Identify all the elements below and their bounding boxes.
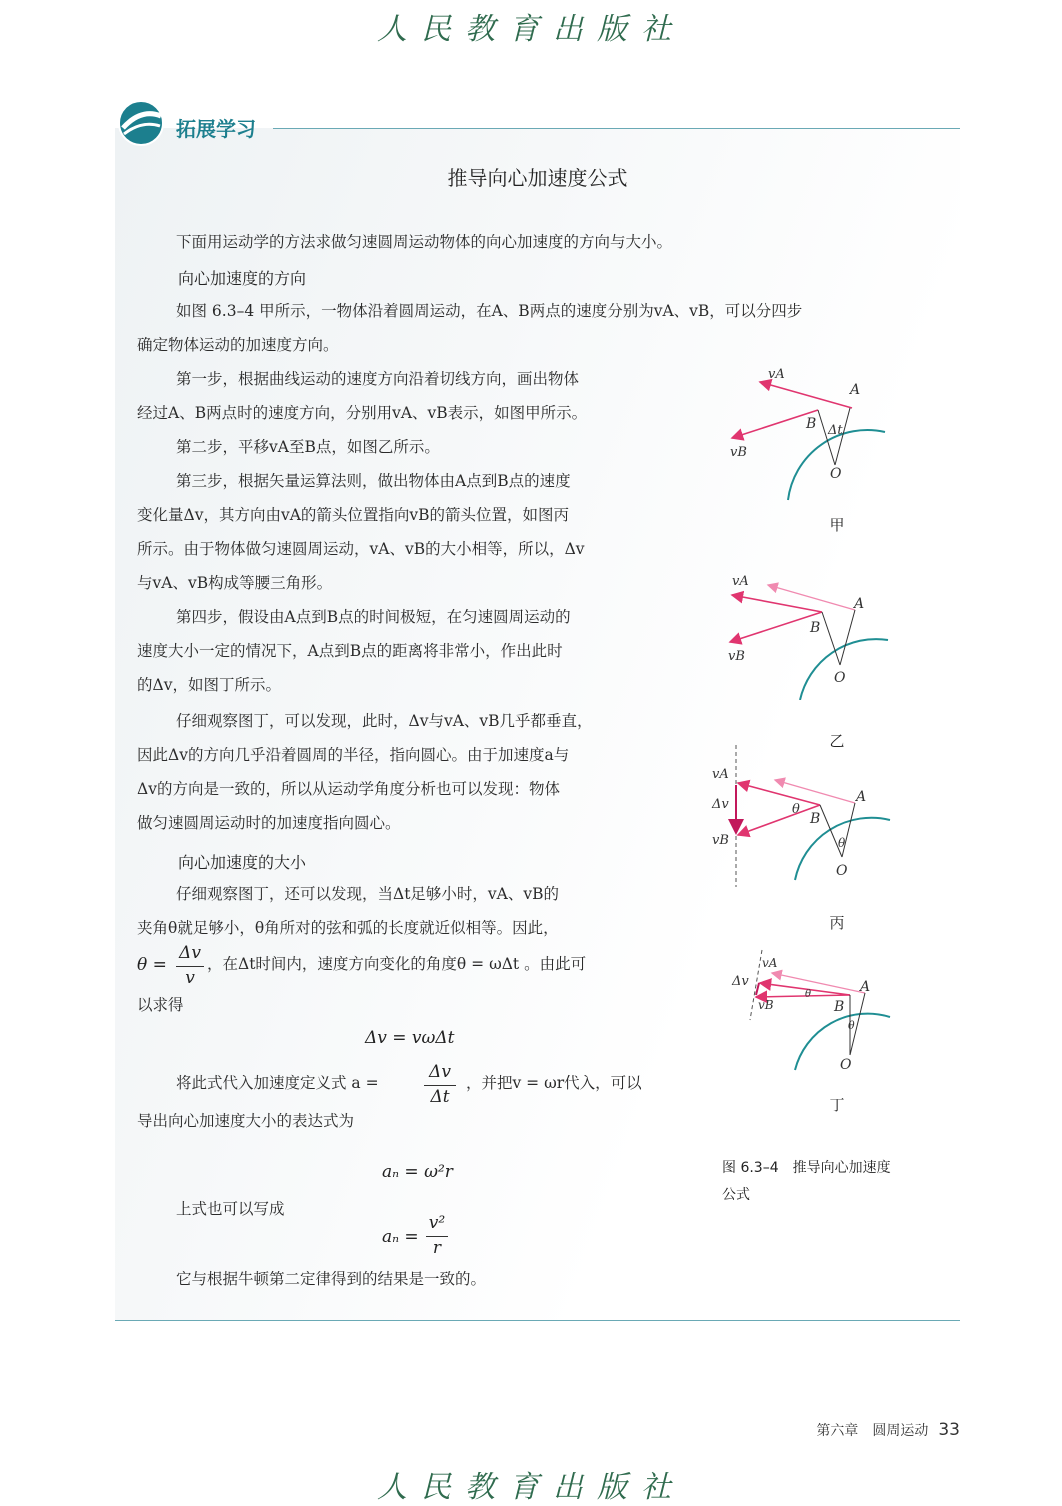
publisher-logo-top: 人民教育出版社 <box>377 12 685 47</box>
svg-text:Δv: Δv <box>712 797 729 812</box>
fraction-bar <box>424 1085 456 1086</box>
subheading-direction: 向心加速度的方向 <box>178 269 307 288</box>
paragraph-line: 夹角θ就足够小，θ角所对的弦和弧的长度就近似相等。因此， <box>137 919 559 937</box>
label: vA <box>768 367 785 382</box>
paragraph-line: 因此Δv的方向几乎沿着圆周的半径，指向圆心。由于加速度a与 <box>137 746 570 764</box>
label: Δt <box>828 423 843 438</box>
svg-text:O: O <box>834 670 846 686</box>
svg-text:Δv: Δv <box>732 974 749 989</box>
svg-text:A: A <box>860 979 871 995</box>
paragraph-line: 第一步，根据曲线运动的速度方向沿着切线方向，画出物体 <box>176 370 580 388</box>
figure-bing <box>700 745 900 890</box>
paragraph-line: 上式也可以写成 <box>176 1200 285 1218</box>
fraction-bar <box>426 1236 448 1237</box>
svg-text:O: O <box>840 1057 852 1073</box>
theta-eq-lhs: θ = <box>137 955 167 975</box>
paragraph-line: 所示。由于物体做匀速圆周运动，vA、vB的大小相等，所以，Δv <box>137 540 585 558</box>
paragraph-line: ，在Δt时间内，速度方向变化的角度θ = ωΔt 。由此可 <box>207 955 587 973</box>
equation-an-lhs: aₙ = <box>382 1227 419 1247</box>
paragraph-line: 导出向心加速度大小的表达式为 <box>137 1112 355 1130</box>
paragraph-line: 与vA、vB构成等腰三角形。 <box>137 574 333 592</box>
section-header-rule <box>273 128 960 129</box>
figure-yi <box>700 570 900 700</box>
publisher-logo-bottom: 人民教育出版社 <box>377 1470 685 1505</box>
fraction-numerator: Δv <box>179 943 201 963</box>
label: vB <box>730 445 747 460</box>
svg-text:θ: θ <box>805 989 812 1000</box>
svg-text:O: O <box>836 863 848 879</box>
svg-text:A: A <box>856 789 867 805</box>
paragraph-line: 第四步，假设由A点到B点的时间极短，在匀速圆周运动的 <box>176 608 571 626</box>
paragraph-line: 仔细观察图丁，还可以发现，当Δt足够小时，vA、vB的 <box>176 885 560 903</box>
equation-delta-v: Δv = vωΔt <box>365 1028 455 1048</box>
paragraph-line: 第三步，根据矢量运算法则，做出物体由A点到B点的速度 <box>176 472 571 490</box>
figure-ding <box>700 945 900 1075</box>
fraction-numerator: Δv <box>429 1062 451 1082</box>
paragraph-line: 如图 6.3–4 甲所示，一物体沿着圆周运动，在A、B两点的速度分别为vA、vB，可以分四步 <box>176 302 803 320</box>
paragraph-line: 做匀速圆周运动时的加速度指向圆心。 <box>137 814 401 832</box>
svg-text:θ: θ <box>848 1019 855 1032</box>
page-number: 33 <box>938 1420 960 1440</box>
page-footer <box>700 1420 960 1440</box>
section-label: 拓展学习 <box>176 117 256 141</box>
svg-text:vB: vB <box>758 998 774 1012</box>
figure-label-yi: 乙 <box>829 732 845 750</box>
svg-text:vA: vA <box>712 767 729 782</box>
figure-caption <box>722 1155 922 1209</box>
svg-text:vA: vA <box>762 956 778 970</box>
panel-bottom-rule <box>115 1320 960 1321</box>
fraction-numerator: v² <box>428 1213 446 1233</box>
fraction-denominator: r <box>432 1238 442 1258</box>
label: O <box>830 466 842 482</box>
paragraph-line: 它与根据牛顿第二定律得到的结果是一致的。 <box>176 1270 487 1288</box>
figure-jia <box>700 360 900 510</box>
svg-text:vA: vA <box>732 574 749 589</box>
paragraph-line: 确定物体运动的加速度方向。 <box>137 336 339 354</box>
fraction-denominator: v <box>185 968 195 988</box>
equation-an-omega: aₙ = ω²r <box>382 1162 453 1182</box>
paragraph-line: 仔细观察图丁，可以发现，此时，Δv与vA、vB几乎都垂直， <box>176 712 593 730</box>
figure-label-jia: 甲 <box>829 516 845 534</box>
figure-label-bing: 丙 <box>829 914 845 932</box>
caption-line: 公式 <box>722 1187 750 1203</box>
page-title: 推导向心加速度公式 <box>447 166 628 190</box>
svg-text:θ: θ <box>838 836 846 850</box>
svg-text:vB: vB <box>728 649 745 664</box>
svg-text:A: A <box>854 596 865 612</box>
label: A <box>850 382 861 398</box>
intro-text: 下面用运动学的方法求做匀速圆周运动物体的向心加速度的方向与大小。 <box>176 233 673 251</box>
svg-text:vB: vB <box>712 833 729 848</box>
svg-text:B: B <box>834 999 845 1015</box>
paragraph-line: 的Δv，如图丁所示。 <box>137 676 281 694</box>
paragraph-line: Δv的方向是一致的，所以从运动学角度分析也可以发现：物体 <box>137 780 560 798</box>
svg-text:θ: θ <box>792 802 800 817</box>
paragraph-line: ，并把v = ωr代入，可以 <box>466 1074 642 1092</box>
paragraph-line: 第二步，平移vA至B点，如图乙所示。 <box>176 438 440 456</box>
paragraph-line: 将此式代入加速度定义式 a = <box>176 1074 379 1092</box>
caption-line: 图 6.3–4 推导向心加速度 <box>722 1160 891 1176</box>
paragraph-line: 以求得 <box>137 996 184 1014</box>
chapter-title: 第六章 圆周运动 <box>816 1423 929 1439</box>
fraction-bar <box>176 966 204 967</box>
paragraph-line: 经过A、B两点时的速度方向，分别用vA、vB表示，如图甲所示。 <box>137 404 588 422</box>
paragraph-line: 速度大小一定的情况下，A点到B点的距离将非常小，作出此时 <box>137 642 563 660</box>
globe-icon <box>116 98 166 148</box>
paragraph-line: 变化量Δv，其方向由vA的箭头位置指向vB的箭头位置，如图丙 <box>137 506 570 524</box>
label: B <box>806 416 817 432</box>
svg-text:B: B <box>810 811 821 827</box>
subheading-magnitude: 向心加速度的大小 <box>178 853 307 872</box>
figure-label-ding: 丁 <box>829 1096 845 1114</box>
fraction-denominator: Δt <box>430 1087 450 1107</box>
svg-text:B: B <box>810 620 821 636</box>
